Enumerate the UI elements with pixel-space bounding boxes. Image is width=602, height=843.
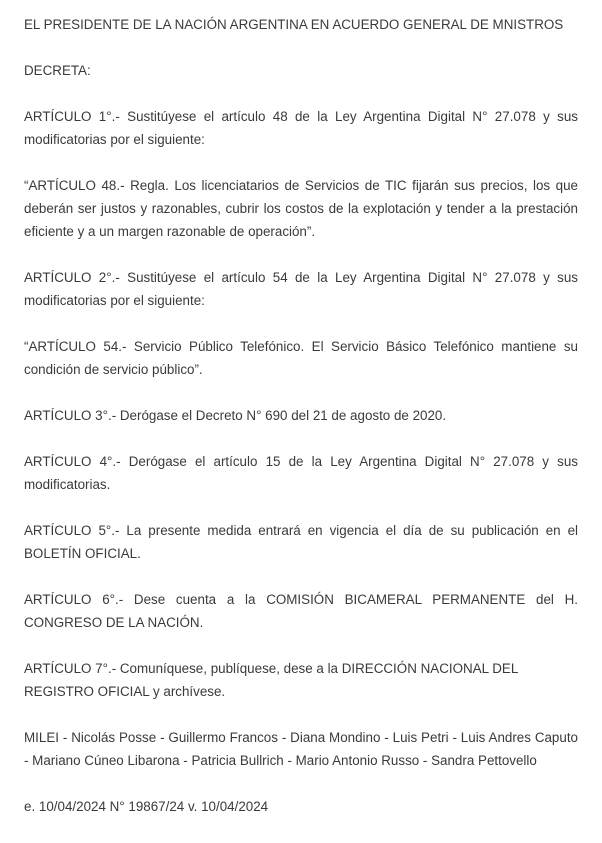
article-3: ARTÍCULO 3°.- Derógase el Decreto N° 690 del 21 de agosto de 2020. bbox=[24, 408, 447, 423]
article-54-text: “ARTÍCULO 54.- Servicio Público Telefónico. El Servicio Básico Telefónico mantiene su condición de servicio público”. bbox=[24, 339, 578, 377]
decreta-heading: DECRETA: bbox=[24, 63, 91, 78]
article-5: ARTÍCULO 5°.- La presente medida entrará en vigencia el día de su publicación en el BOLETÍN OFICIAL. bbox=[24, 523, 578, 561]
article-2: ARTÍCULO 2°.- Sustitúyese el artículo 54 de la Ley Argentina Digital N° 27.078 y sus modificatorias por el siguiente: bbox=[24, 270, 578, 308]
article-4: ARTÍCULO 4°.- Derógase el artículo 15 de la Ley Argentina Digital N° 27.078 y sus modificatorias. bbox=[24, 454, 578, 492]
publication-note: e. 10/04/2024 N° 19867/24 v. 10/04/2024 bbox=[24, 799, 269, 814]
article-48-text: “ARTÍCULO 48.- Regla. Los licenciatarios de Servicios de TIC fijarán sus precios, los que deberán ser justos y razonables, cubrir los costos de la explotación y tender a la prestación eficiente y a un margen razonable de operación”. bbox=[24, 178, 578, 239]
decree-header: EL PRESIDENTE DE LA NACIÓN ARGENTINA EN ACUERDO GENERAL DE MNISTROS bbox=[24, 17, 564, 32]
article-6: ARTÍCULO 6°.- Dese cuenta a la COMISIÓN BICAMERAL PERMANENTE del H. CONGRESO DE LA NACIÓN. bbox=[24, 592, 578, 630]
article-1: ARTÍCULO 1°.- Sustitúyese el artículo 48 de la Ley Argentina Digital N° 27.078 y sus modificatorias por el siguiente: bbox=[24, 109, 578, 147]
decree-document bbox=[24, 13, 578, 818]
signatories: MILEI - Nicolás Posse - Guillermo Francos - Diana Mondino - Luis Petri - Luis Andres Caputo - Mariano Cúneo Libarona - Patricia Bullrich - Mario Antonio Russo - Sandra Pettovello bbox=[24, 730, 578, 768]
article-7: ARTÍCULO 7°.- Comuníquese, publíquese, dese a la DIRECCIÓN NACIONAL DEL REGISTRO OFICIAL y archívese. bbox=[24, 661, 518, 699]
